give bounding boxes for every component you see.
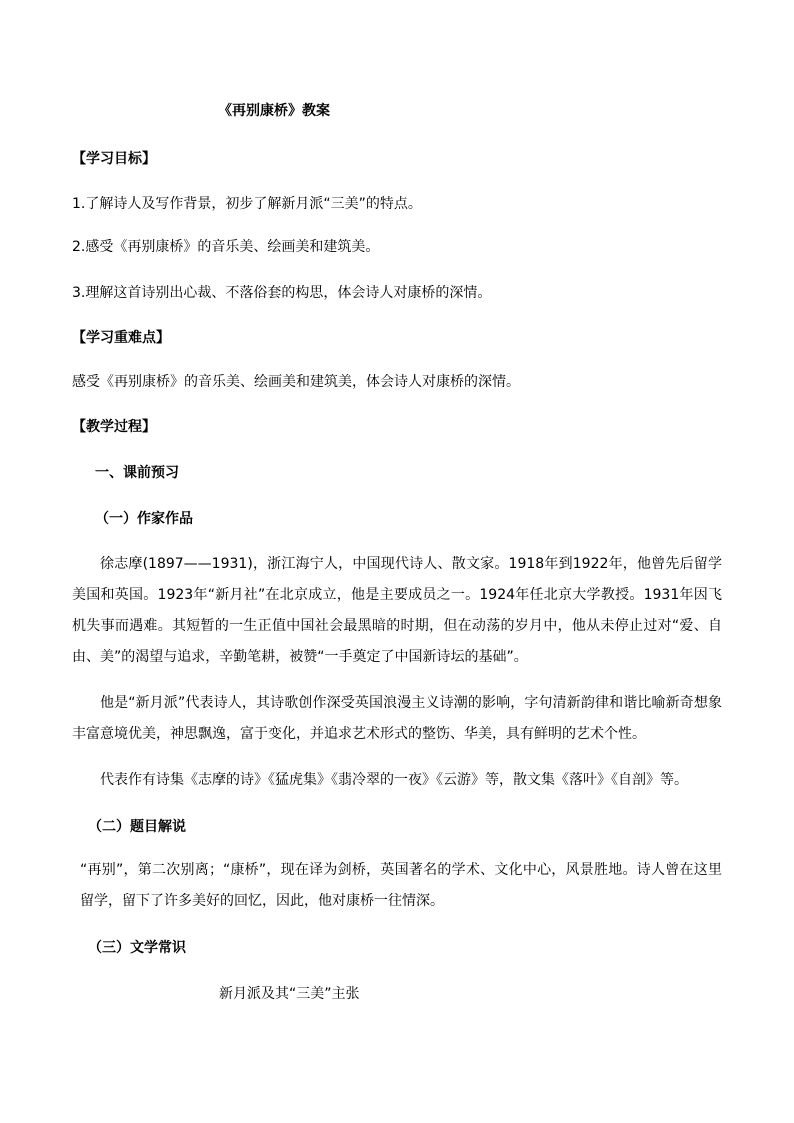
objective-item-1: 1.了解诗人及写作背景，初步了解新月派“三美”的特点。 <box>72 196 422 212</box>
subsection-author-works: （一）作家作品 <box>95 511 193 527</box>
author-paragraph-2: 他是“新月派”代表诗人，其诗歌创作深受英国浪漫主义诗潮的影响，字句清新韵律和谐比喻新奇想象丰富意境优美，神思飘逸，富于变化，并追求艺术形式的整饬、华美，具有鲜明的艺术个性。 <box>72 695 722 742</box>
key-points-heading: 【学习重难点】 <box>72 330 170 346</box>
objective-item-2: 2.感受《再别康桥》的音乐美、绘画美和建筑美。 <box>72 239 380 255</box>
author-paragraph-1: 徐志摩(1897——1931)，浙江海宁人，中国现代诗人、散文家。1918年到1922年，他曾先后留学美国和英国。1923年“新月社”在北京成立，他是主要成员之一。1924年任北京大学教授。1931年因飞机失事而遇难。其短暂的一生正值中国社会最黑暗的时期，但在动荡的岁月中，他从未停止过对“爱、自由、美”的渴望与追求，辛勤笔耕，被赞“一手奠定了中国新诗坛的基础”。 <box>72 556 722 665</box>
section-preview-heading: 一、课前预习 <box>95 465 179 481</box>
subsection-literary-knowledge: （三）文学常识 <box>88 940 186 956</box>
process-heading: 【教学过程】 <box>72 419 156 435</box>
subsection-title-explain: （二）题目解说 <box>88 819 186 835</box>
objectives-heading: 【学习目标】 <box>72 151 156 167</box>
objective-item-3: 3.理解这首诗别出心裁、不落俗套的构思，体会诗人对康桥的深情。 <box>72 285 492 301</box>
title-explain-paragraph: “再别”，第二次别离；“康桥”，现在译为剑桥，英国著名的学术、文化中心，风景胜地。诗人曾在这里留学，留下了许多美好的回忆，因此，他对康桥一往情深。 <box>80 862 722 909</box>
table-caption: 新月派及其“三美”主张 <box>219 986 360 1002</box>
key-points-text: 感受《再别康桥》的音乐美、绘画美和建筑美，体会诗人对康桥的深情。 <box>72 374 520 390</box>
author-paragraph-3: 代表作有诗集《志摩的诗》《猛虎集》《翡冷翠的一夜》《云游》等，散文集《落叶》《自剖》等。 <box>100 772 688 788</box>
document-title: 《再别康桥》教案 <box>218 103 330 119</box>
